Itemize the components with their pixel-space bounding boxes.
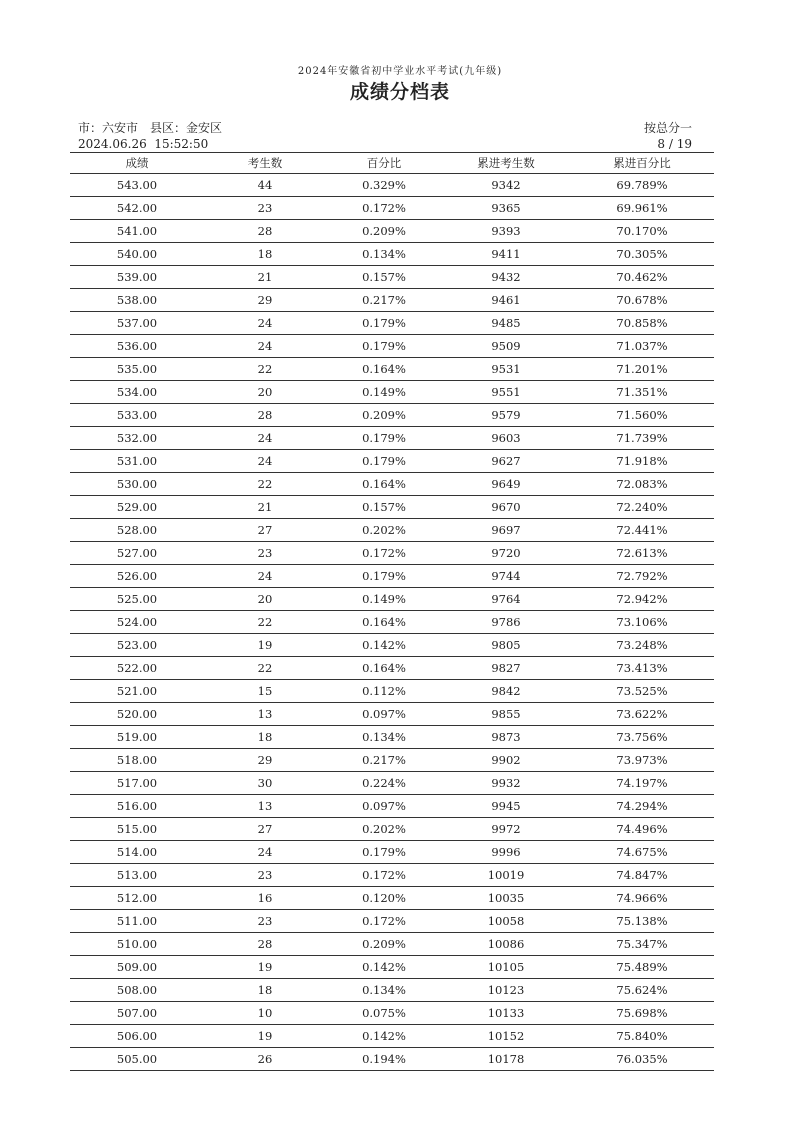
cell-cumulative-percent: 73.413%	[616, 661, 668, 675]
cell-score: 509.00	[116, 960, 158, 974]
cell-cumulative-percent: 75.698%	[616, 1006, 668, 1020]
table-row	[70, 174, 714, 197]
table-row	[70, 611, 714, 634]
cell-percent: 0.134%	[362, 247, 406, 261]
cell-score: 525.00	[116, 592, 158, 606]
table-row	[70, 220, 714, 243]
cell-score: 505.00	[116, 1052, 158, 1066]
cell-cumulative-percent: 71.351%	[616, 385, 668, 399]
column-header-cumulative-count: 累进考生数	[477, 156, 535, 170]
cell-score: 514.00	[116, 845, 158, 859]
cell-cumulative-percent: 69.961%	[616, 201, 668, 215]
cell-cumulative-count: 9461	[491, 293, 521, 307]
cell-score: 534.00	[116, 385, 158, 399]
cell-count: 22	[257, 477, 273, 491]
cell-cumulative-percent: 71.739%	[616, 431, 668, 445]
cell-score: 540.00	[116, 247, 158, 261]
cell-percent: 0.217%	[362, 753, 406, 767]
cell-count: 27	[257, 523, 273, 537]
cell-percent: 0.134%	[362, 730, 406, 744]
cell-count: 18	[257, 983, 273, 997]
cell-percent: 0.202%	[362, 523, 406, 537]
cell-score: 537.00	[116, 316, 158, 330]
cell-count: 29	[257, 293, 273, 307]
cell-score: 535.00	[116, 362, 158, 376]
cell-percent: 0.157%	[362, 500, 406, 514]
cell-score: 515.00	[116, 822, 158, 836]
cell-cumulative-count: 9627	[491, 454, 521, 468]
cell-count: 23	[257, 868, 273, 882]
cell-cumulative-percent: 74.675%	[616, 845, 668, 859]
cell-score: 533.00	[116, 408, 158, 422]
column-header-percent: 百分比	[366, 156, 402, 170]
table-row	[70, 680, 714, 703]
table-row	[70, 979, 714, 1002]
cell-percent: 0.142%	[362, 960, 406, 974]
cell-score: 543.00	[116, 178, 158, 192]
table-row	[70, 1025, 714, 1048]
cell-cumulative-count: 10019	[487, 868, 525, 882]
cell-cumulative-percent: 73.525%	[616, 684, 668, 698]
cell-cumulative-percent: 73.756%	[616, 730, 668, 744]
cell-cumulative-count: 10035	[487, 891, 525, 905]
cell-cumulative-count: 9805	[491, 638, 521, 652]
cell-cumulative-percent: 69.789%	[616, 178, 668, 192]
column-header-cumulative-percent: 累进百分比	[613, 156, 671, 170]
cell-percent: 0.194%	[362, 1052, 406, 1066]
cell-score: 538.00	[116, 293, 158, 307]
cell-count: 23	[257, 914, 273, 928]
table-row	[70, 381, 714, 404]
cell-score: 520.00	[116, 707, 158, 721]
cell-cumulative-percent: 75.624%	[616, 983, 668, 997]
cell-cumulative-percent: 70.462%	[616, 270, 668, 284]
cell-cumulative-percent: 74.197%	[616, 776, 668, 790]
cell-count: 24	[257, 569, 273, 583]
cell-percent: 0.329%	[362, 178, 406, 192]
cell-count: 18	[257, 730, 273, 744]
cell-cumulative-count: 9649	[491, 477, 521, 491]
cell-percent: 0.179%	[362, 339, 406, 353]
cell-score: 521.00	[116, 684, 158, 698]
table-row	[70, 335, 714, 358]
cell-cumulative-count: 10178	[487, 1052, 525, 1066]
table-row	[70, 197, 714, 220]
cell-score: 539.00	[116, 270, 158, 284]
table-row	[70, 887, 714, 910]
cell-cumulative-count: 9902	[491, 753, 521, 767]
cell-cumulative-percent: 70.858%	[616, 316, 668, 330]
cell-score: 517.00	[116, 776, 158, 790]
cell-cumulative-percent: 73.622%	[616, 707, 668, 721]
table-row	[70, 933, 714, 956]
cell-count: 22	[257, 362, 273, 376]
cell-count: 28	[257, 937, 273, 951]
table-body	[70, 174, 714, 1071]
cell-percent: 0.075%	[362, 1006, 406, 1020]
cell-score: 510.00	[116, 937, 158, 951]
cell-score: 507.00	[116, 1006, 158, 1020]
cell-count: 19	[257, 638, 273, 652]
cell-score: 506.00	[116, 1029, 158, 1043]
cell-count: 16	[257, 891, 273, 905]
cell-percent: 0.164%	[362, 661, 406, 675]
table-row	[70, 542, 714, 565]
table-row	[70, 818, 714, 841]
cell-count: 21	[257, 500, 273, 514]
cell-percent: 0.209%	[362, 937, 406, 951]
cell-score: 526.00	[116, 569, 158, 583]
cell-percent: 0.179%	[362, 431, 406, 445]
cell-cumulative-percent: 71.918%	[616, 454, 668, 468]
cell-percent: 0.172%	[362, 546, 406, 560]
cell-cumulative-percent: 72.942%	[616, 592, 668, 606]
cell-count: 21	[257, 270, 273, 284]
cell-score: 541.00	[116, 224, 158, 238]
cell-percent: 0.164%	[362, 362, 406, 376]
cell-count: 10	[257, 1006, 273, 1020]
table-row	[70, 243, 714, 266]
cell-score: 528.00	[116, 523, 158, 537]
cell-count: 28	[257, 408, 273, 422]
cell-percent: 0.172%	[362, 914, 406, 928]
cell-score: 523.00	[116, 638, 158, 652]
cell-score: 531.00	[116, 454, 158, 468]
table-row	[70, 289, 714, 312]
cell-cumulative-count: 9996	[491, 845, 521, 859]
table-row	[70, 312, 714, 335]
cell-cumulative-count: 10152	[487, 1029, 525, 1043]
cell-cumulative-count: 9842	[491, 684, 521, 698]
table-row	[70, 956, 714, 979]
cell-score: 513.00	[116, 868, 158, 882]
cell-score: 512.00	[116, 891, 158, 905]
cell-score: 524.00	[116, 615, 158, 629]
cell-count: 13	[257, 799, 273, 813]
table-row	[70, 772, 714, 795]
cell-percent: 0.120%	[362, 891, 406, 905]
cell-cumulative-count: 9603	[491, 431, 521, 445]
cell-score: 511.00	[116, 914, 158, 928]
cell-count: 23	[257, 201, 273, 215]
cell-cumulative-percent: 71.037%	[616, 339, 668, 353]
cell-percent: 0.097%	[362, 799, 406, 813]
cell-cumulative-count: 9873	[491, 730, 521, 744]
cell-cumulative-percent: 72.792%	[616, 569, 668, 583]
cell-percent: 0.209%	[362, 224, 406, 238]
cell-cumulative-count: 9764	[491, 592, 521, 606]
table-row	[70, 473, 714, 496]
cell-percent: 0.224%	[362, 776, 406, 790]
cell-count: 15	[257, 684, 273, 698]
cell-cumulative-count: 9945	[491, 799, 521, 813]
cell-cumulative-count: 9972	[491, 822, 521, 836]
document-subtitle: 2024年安徽省初中学业水平考试(九年级)	[297, 66, 503, 77]
cell-cumulative-count: 9855	[491, 707, 521, 721]
cell-score: 529.00	[116, 500, 158, 514]
cell-cumulative-count: 9365	[491, 201, 521, 215]
cell-cumulative-count: 9509	[491, 339, 521, 353]
cell-cumulative-percent: 73.973%	[616, 753, 668, 767]
cell-cumulative-percent: 75.489%	[616, 960, 668, 974]
table-row	[70, 634, 714, 657]
cell-cumulative-count: 10105	[487, 960, 525, 974]
cell-cumulative-count: 9932	[491, 776, 521, 790]
cell-count: 22	[257, 615, 273, 629]
cell-cumulative-count: 9697	[491, 523, 521, 537]
cell-percent: 0.112%	[362, 684, 406, 698]
table-row	[70, 588, 714, 611]
sort-label: 按总分一	[643, 121, 692, 135]
cell-cumulative-count: 9786	[491, 615, 521, 629]
cell-cumulative-count: 9393	[491, 224, 521, 238]
cell-percent: 0.202%	[362, 822, 406, 836]
cell-cumulative-percent: 70.170%	[616, 224, 668, 238]
table-row	[70, 910, 714, 933]
cell-percent: 0.209%	[362, 408, 406, 422]
cell-cumulative-percent: 73.106%	[616, 615, 668, 629]
table-row	[70, 358, 714, 381]
cell-count: 26	[257, 1052, 273, 1066]
table-row	[70, 841, 714, 864]
location-label: 市：六安市 县区：金安区	[78, 121, 223, 135]
cell-score: 532.00	[116, 431, 158, 445]
cell-percent: 0.179%	[362, 845, 406, 859]
cell-cumulative-percent: 74.294%	[616, 799, 668, 813]
table-row	[70, 404, 714, 427]
cell-percent: 0.142%	[362, 1029, 406, 1043]
cell-count: 29	[257, 753, 273, 767]
cell-cumulative-count: 9551	[491, 385, 521, 399]
cell-percent: 0.157%	[362, 270, 406, 284]
cell-count: 30	[257, 776, 273, 790]
cell-cumulative-count: 9411	[491, 247, 521, 261]
cell-cumulative-percent: 71.201%	[616, 362, 668, 376]
cell-cumulative-percent: 75.840%	[616, 1029, 668, 1043]
cell-percent: 0.097%	[362, 707, 406, 721]
cell-cumulative-percent: 72.083%	[616, 477, 668, 491]
cell-cumulative-percent: 73.248%	[616, 638, 668, 652]
cell-cumulative-count: 10133	[487, 1006, 525, 1020]
cell-score: 508.00	[116, 983, 158, 997]
cell-cumulative-count: 9744	[491, 569, 521, 583]
column-header-score: 成绩	[125, 156, 149, 170]
cell-cumulative-percent: 74.496%	[616, 822, 668, 836]
cell-cumulative-count: 9720	[491, 546, 521, 560]
cell-percent: 0.179%	[362, 316, 406, 330]
cell-score: 516.00	[116, 799, 158, 813]
cell-cumulative-percent: 74.966%	[616, 891, 668, 905]
cell-count: 18	[257, 247, 273, 261]
table-row	[70, 519, 714, 542]
cell-count: 28	[257, 224, 273, 238]
cell-percent: 0.164%	[362, 615, 406, 629]
cell-count: 13	[257, 707, 273, 721]
cell-cumulative-count: 9579	[491, 408, 521, 422]
cell-percent: 0.134%	[362, 983, 406, 997]
table-row	[70, 864, 714, 887]
cell-cumulative-percent: 72.240%	[616, 500, 668, 514]
table-row	[70, 565, 714, 588]
cell-count: 24	[257, 316, 273, 330]
cell-cumulative-percent: 75.347%	[616, 937, 668, 951]
cell-cumulative-percent: 72.441%	[616, 523, 668, 537]
datetime-label: 2024.06.26 15:52:50	[78, 137, 209, 151]
cell-count: 24	[257, 339, 273, 353]
cell-count: 20	[257, 385, 273, 399]
table-row	[70, 1002, 714, 1025]
cell-cumulative-count: 9432	[491, 270, 521, 284]
table-row	[70, 427, 714, 450]
cell-cumulative-count: 9531	[491, 362, 521, 376]
cell-cumulative-count: 9670	[491, 500, 521, 514]
cell-count: 24	[257, 431, 273, 445]
cell-percent: 0.172%	[362, 201, 406, 215]
cell-count: 44	[257, 178, 273, 192]
cell-cumulative-percent: 70.305%	[616, 247, 668, 261]
cell-score: 542.00	[116, 201, 158, 215]
cell-count: 27	[257, 822, 273, 836]
cell-percent: 0.164%	[362, 477, 406, 491]
table-row	[70, 1048, 714, 1071]
cell-cumulative-percent: 70.678%	[616, 293, 668, 307]
cell-count: 20	[257, 592, 273, 606]
column-header-count: 考生数	[247, 156, 283, 170]
cell-cumulative-percent: 72.613%	[616, 546, 668, 560]
cell-score: 519.00	[116, 730, 158, 744]
page-number: 8 / 19	[657, 137, 692, 151]
cell-cumulative-count: 9342	[491, 178, 521, 192]
table-row	[70, 450, 714, 473]
table-row	[70, 749, 714, 772]
cell-cumulative-count: 10123	[487, 983, 525, 997]
cell-percent: 0.149%	[362, 385, 406, 399]
table-row	[70, 657, 714, 680]
table-row	[70, 795, 714, 818]
cell-count: 24	[257, 845, 273, 859]
cell-score: 518.00	[116, 753, 158, 767]
cell-percent: 0.179%	[362, 569, 406, 583]
table-header-row	[70, 153, 714, 174]
cell-cumulative-percent: 71.560%	[616, 408, 668, 422]
cell-cumulative-percent: 75.138%	[616, 914, 668, 928]
table-row	[70, 496, 714, 519]
cell-percent: 0.179%	[362, 454, 406, 468]
cell-cumulative-percent: 76.035%	[616, 1052, 668, 1066]
table-row	[70, 266, 714, 289]
cell-percent: 0.172%	[362, 868, 406, 882]
cell-count: 24	[257, 454, 273, 468]
cell-count: 23	[257, 546, 273, 560]
cell-cumulative-count: 9485	[491, 316, 521, 330]
cell-count: 22	[257, 661, 273, 675]
cell-score: 522.00	[116, 661, 158, 675]
cell-count: 19	[257, 1029, 273, 1043]
cell-percent: 0.149%	[362, 592, 406, 606]
table-row	[70, 703, 714, 726]
table-row	[70, 726, 714, 749]
cell-cumulative-count: 10058	[487, 914, 525, 928]
document-title: 成绩分档表	[349, 81, 450, 103]
cell-score: 530.00	[116, 477, 158, 491]
cell-cumulative-count: 10086	[487, 937, 525, 951]
cell-cumulative-percent: 74.847%	[616, 868, 668, 882]
cell-cumulative-count: 9827	[491, 661, 521, 675]
cell-count: 19	[257, 960, 273, 974]
cell-percent: 0.142%	[362, 638, 406, 652]
cell-score: 527.00	[116, 546, 158, 560]
cell-percent: 0.217%	[362, 293, 406, 307]
cell-score: 536.00	[116, 339, 158, 353]
score-table	[70, 152, 714, 1071]
